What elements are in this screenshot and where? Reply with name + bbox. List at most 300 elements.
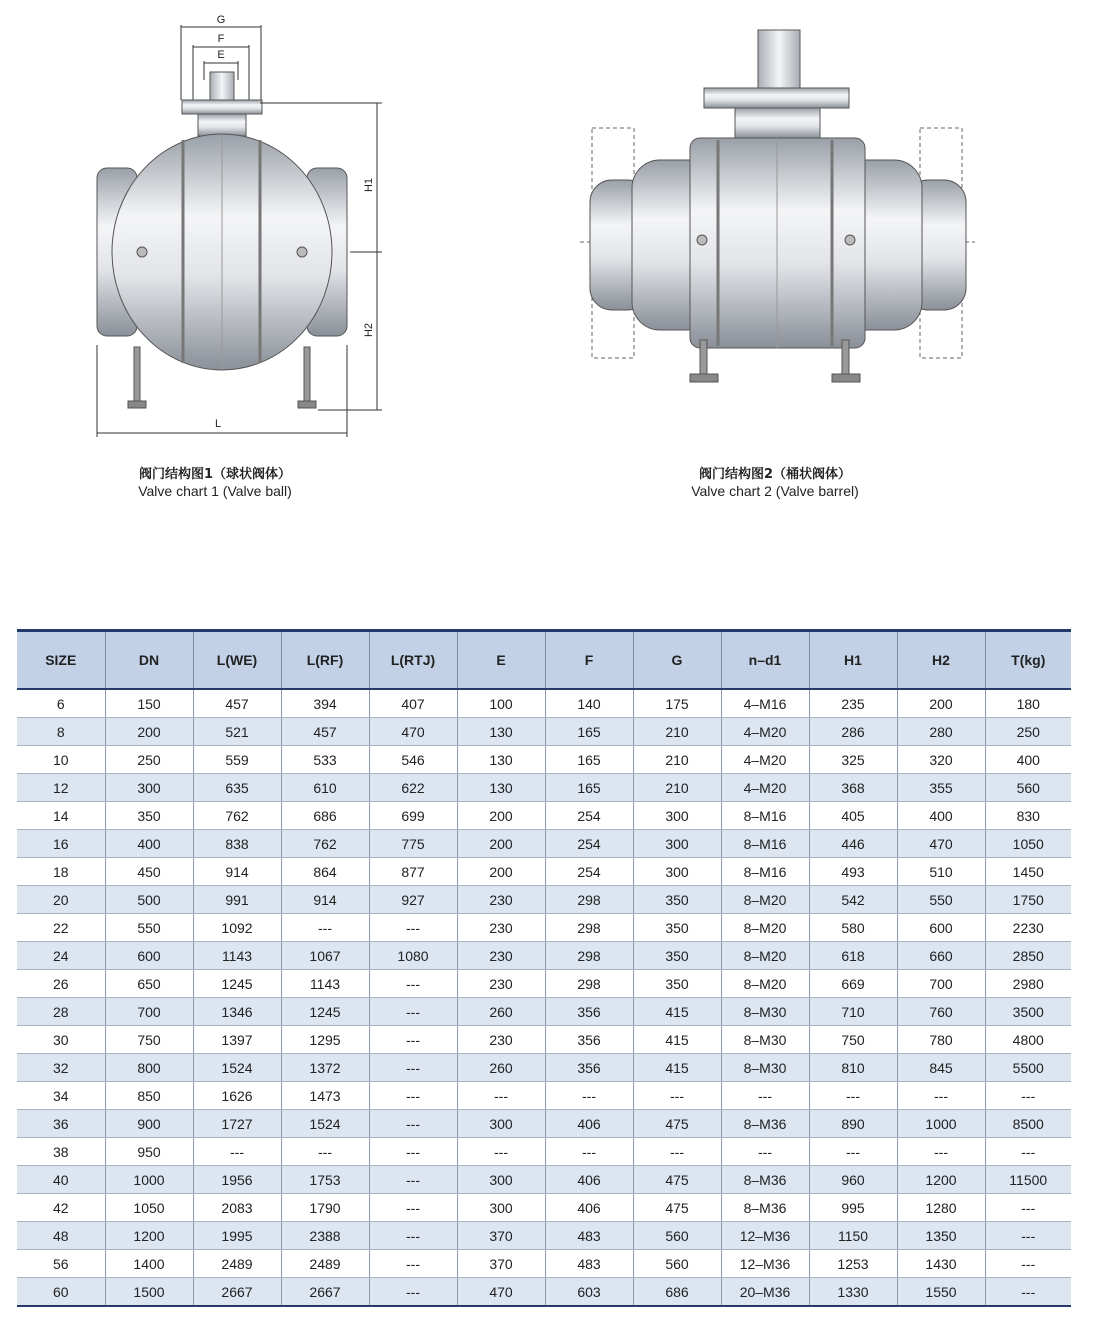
table-cell: 533 (281, 746, 369, 774)
table-cell: 1050 (105, 1194, 193, 1222)
table-cell: 1295 (281, 1026, 369, 1054)
table-cell: 11500 (985, 1166, 1071, 1194)
table-cell: 8–M36 (721, 1194, 809, 1222)
table-cell: --- (369, 970, 457, 998)
table-cell: --- (985, 1082, 1071, 1110)
table-cell: 483 (545, 1250, 633, 1278)
table-cell: 407 (369, 689, 457, 718)
table-cell: 8–M20 (721, 914, 809, 942)
table-cell: 1050 (985, 830, 1071, 858)
table-cell: 775 (369, 830, 457, 858)
table-cell: 457 (193, 689, 281, 718)
table-cell: 260 (457, 1054, 545, 1082)
table-cell: 1450 (985, 858, 1071, 886)
table-row (17, 1110, 1071, 1138)
table-cell: 877 (369, 858, 457, 886)
table-cell: --- (369, 1026, 457, 1054)
table-cell: --- (457, 1082, 545, 1110)
valve-ball-drawing (60, 5, 420, 445)
table-cell: 400 (985, 746, 1071, 774)
column-header: G (633, 631, 721, 690)
table-cell: 2850 (985, 942, 1071, 970)
table-cell: 210 (633, 718, 721, 746)
table-cell: 22 (17, 914, 105, 942)
table-cell: 235 (809, 689, 897, 718)
table-cell: 1550 (897, 1278, 985, 1307)
column-header: L(RF) (281, 631, 369, 690)
table-cell: 36 (17, 1110, 105, 1138)
table-row (17, 886, 1071, 914)
table-cell: 8500 (985, 1110, 1071, 1138)
table-cell: 6 (17, 689, 105, 718)
table-cell: 48 (17, 1222, 105, 1250)
table-cell: --- (193, 1138, 281, 1166)
table-cell: 700 (105, 998, 193, 1026)
table-cell: 130 (457, 746, 545, 774)
table-cell: 710 (809, 998, 897, 1026)
table-row (17, 830, 1071, 858)
table-cell: --- (985, 1278, 1071, 1307)
table-cell: --- (457, 1138, 545, 1166)
table-cell: 14 (17, 802, 105, 830)
table-cell: 995 (809, 1194, 897, 1222)
table-cell: 230 (457, 1026, 545, 1054)
table-cell: 8–M20 (721, 886, 809, 914)
table-cell: --- (809, 1082, 897, 1110)
table-cell: 20 (17, 886, 105, 914)
table-cell: 560 (633, 1222, 721, 1250)
table-cell: 914 (193, 858, 281, 886)
table-cell: 250 (985, 718, 1071, 746)
table-cell: 1524 (193, 1054, 281, 1082)
table-cell: 669 (809, 970, 897, 998)
table-cell: 165 (545, 746, 633, 774)
table-row (17, 1278, 1071, 1307)
table-cell: 56 (17, 1250, 105, 1278)
table-cell: 280 (897, 718, 985, 746)
table-cell: 750 (809, 1026, 897, 1054)
table-cell: 475 (633, 1194, 721, 1222)
table-cell: --- (369, 914, 457, 942)
table-cell: 300 (457, 1110, 545, 1138)
table-cell: 300 (633, 858, 721, 886)
table-cell: 660 (897, 942, 985, 970)
column-header: L(WE) (193, 631, 281, 690)
table-cell: --- (369, 1194, 457, 1222)
table-cell: 960 (809, 1166, 897, 1194)
table-cell: 300 (457, 1194, 545, 1222)
table-cell: 500 (105, 886, 193, 914)
table-cell: 686 (281, 802, 369, 830)
table-cell: 927 (369, 886, 457, 914)
table-cell: 165 (545, 718, 633, 746)
table-cell: 1500 (105, 1278, 193, 1307)
table-cell: 4–M20 (721, 718, 809, 746)
table-cell: 180 (985, 689, 1071, 718)
table-cell: 20–M36 (721, 1278, 809, 1307)
table-cell: 350 (633, 886, 721, 914)
table-cell: 1524 (281, 1110, 369, 1138)
table-cell: 286 (809, 718, 897, 746)
table-cell: 30 (17, 1026, 105, 1054)
table-cell: 1143 (281, 970, 369, 998)
table-cell: --- (897, 1082, 985, 1110)
table-cell: 1995 (193, 1222, 281, 1250)
table-cell: 200 (457, 858, 545, 886)
table-cell: 8–M16 (721, 802, 809, 830)
table-cell: 864 (281, 858, 369, 886)
figure1-caption-en: Valve chart 1 (Valve ball) (138, 483, 292, 499)
table-cell: 686 (633, 1278, 721, 1307)
table-cell: 1245 (281, 998, 369, 1026)
table-row (17, 1082, 1071, 1110)
table-cell: 446 (809, 830, 897, 858)
table-cell: 1626 (193, 1082, 281, 1110)
table-row (17, 914, 1071, 942)
table-cell: 370 (457, 1250, 545, 1278)
table-cell: 10 (17, 746, 105, 774)
valve-spec-table (17, 629, 1071, 1307)
table-cell: 1092 (193, 914, 281, 942)
table-cell: --- (369, 1222, 457, 1250)
table-cell: 415 (633, 998, 721, 1026)
table-cell: 12–M36 (721, 1250, 809, 1278)
table-cell: 830 (985, 802, 1071, 830)
column-header: E (457, 631, 545, 690)
table-cell: 400 (105, 830, 193, 858)
table-cell: 42 (17, 1194, 105, 1222)
table-cell: 560 (985, 774, 1071, 802)
table-cell: 12–M36 (721, 1222, 809, 1250)
table-cell: 1727 (193, 1110, 281, 1138)
column-header: T(kg) (985, 631, 1071, 690)
table-cell: 2083 (193, 1194, 281, 1222)
table-cell: 450 (105, 858, 193, 886)
table-cell: 150 (105, 689, 193, 718)
table-cell: 1200 (897, 1166, 985, 1194)
table-cell: 130 (457, 774, 545, 802)
table-cell: --- (985, 1222, 1071, 1250)
table-cell: 394 (281, 689, 369, 718)
table-cell: 8–M30 (721, 998, 809, 1026)
table-cell: 750 (105, 1026, 193, 1054)
table-cell: 415 (633, 1026, 721, 1054)
table-cell: 1150 (809, 1222, 897, 1250)
table-cell: 406 (545, 1166, 633, 1194)
table-cell: 546 (369, 746, 457, 774)
table-cell: 200 (897, 689, 985, 718)
table-cell: 100 (457, 689, 545, 718)
column-header: DN (105, 631, 193, 690)
table-cell: 8–M30 (721, 1054, 809, 1082)
table-cell: 2667 (193, 1278, 281, 1307)
table-cell: 2388 (281, 1222, 369, 1250)
table-cell: 254 (545, 802, 633, 830)
table-cell: 8–M30 (721, 1026, 809, 1054)
table-cell: 406 (545, 1110, 633, 1138)
table-cell: 699 (369, 802, 457, 830)
table-cell: 230 (457, 970, 545, 998)
table-cell: 356 (545, 998, 633, 1026)
table-row (17, 1166, 1071, 1194)
table-cell: 1200 (105, 1222, 193, 1250)
table-cell: 254 (545, 830, 633, 858)
table-cell: 600 (897, 914, 985, 942)
table-cell: 8–M36 (721, 1110, 809, 1138)
table-cell: 356 (545, 1026, 633, 1054)
table-cell: 8–M20 (721, 942, 809, 970)
table-cell: 1067 (281, 942, 369, 970)
table-cell: 580 (809, 914, 897, 942)
table-cell: 559 (193, 746, 281, 774)
table-cell: 760 (897, 998, 985, 1026)
figure2-caption-cn: 阀门结构图2（桶状阀体） (698, 467, 852, 482)
dim-e-label: E (217, 49, 225, 61)
table-cell: 260 (457, 998, 545, 1026)
table-cell: 355 (897, 774, 985, 802)
table-cell: 350 (633, 914, 721, 942)
table-cell: 603 (545, 1278, 633, 1307)
table-row (17, 746, 1071, 774)
column-header: n–d1 (721, 631, 809, 690)
table-cell: --- (369, 1166, 457, 1194)
table-row (17, 942, 1071, 970)
table-cell: --- (985, 1194, 1071, 1222)
table-cell: 600 (105, 942, 193, 970)
table-cell: --- (369, 998, 457, 1026)
table-cell: 210 (633, 746, 721, 774)
table-cell: 1790 (281, 1194, 369, 1222)
table-cell: 250 (105, 746, 193, 774)
table-cell: 1346 (193, 998, 281, 1026)
table-cell: 2667 (281, 1278, 369, 1307)
table-cell: 550 (105, 914, 193, 942)
table-row (17, 1222, 1071, 1250)
table-cell: 475 (633, 1110, 721, 1138)
table-cell: 298 (545, 886, 633, 914)
table-cell: 1430 (897, 1250, 985, 1278)
table-cell: 34 (17, 1082, 105, 1110)
table-cell: 1245 (193, 970, 281, 998)
table-cell: 350 (633, 970, 721, 998)
table-cell: 890 (809, 1110, 897, 1138)
table-cell: 40 (17, 1166, 105, 1194)
table-cell: 200 (457, 830, 545, 858)
column-header: SIZE (17, 631, 105, 690)
table-cell: 762 (193, 802, 281, 830)
table-cell: 4–M20 (721, 774, 809, 802)
table-cell: --- (985, 1250, 1071, 1278)
table-row (17, 774, 1071, 802)
table-cell: 2489 (193, 1250, 281, 1278)
table-row (17, 1026, 1071, 1054)
figure2-caption (655, 466, 895, 500)
table-row (17, 1054, 1071, 1082)
table-cell: 300 (457, 1166, 545, 1194)
table-cell: 1750 (985, 886, 1071, 914)
table-cell: 521 (193, 718, 281, 746)
table-cell: 850 (105, 1082, 193, 1110)
table-cell: 1400 (105, 1250, 193, 1278)
table-cell: 2489 (281, 1250, 369, 1278)
table-cell: 8–M20 (721, 970, 809, 998)
table-cell: 622 (369, 774, 457, 802)
table-cell: 800 (105, 1054, 193, 1082)
table-cell: 1000 (897, 1110, 985, 1138)
table-cell: 8 (17, 718, 105, 746)
table-cell: 140 (545, 689, 633, 718)
dim-h2-label: H2 (363, 322, 375, 338)
table-cell: 210 (633, 774, 721, 802)
table-cell: 230 (457, 886, 545, 914)
table-cell: 400 (897, 802, 985, 830)
dim-f-label: F (217, 33, 225, 45)
table-row (17, 1250, 1071, 1278)
table-cell: 1753 (281, 1166, 369, 1194)
valve-barrel-drawing (570, 20, 990, 400)
table-cell: 475 (633, 1166, 721, 1194)
table-cell: 230 (457, 942, 545, 970)
table-cell: 38 (17, 1138, 105, 1166)
table-cell: 914 (281, 886, 369, 914)
table-cell: 298 (545, 942, 633, 970)
table-cell: 1397 (193, 1026, 281, 1054)
table-cell: 470 (457, 1278, 545, 1307)
table-cell: 325 (809, 746, 897, 774)
table-cell: 28 (17, 998, 105, 1026)
table-cell: --- (633, 1082, 721, 1110)
table-cell: 200 (105, 718, 193, 746)
table-cell: 560 (633, 1250, 721, 1278)
table-cell: 1000 (105, 1166, 193, 1194)
table-cell: 4–M20 (721, 746, 809, 774)
figure1-caption-cn: 阀门结构图1（球状阀体） (138, 467, 292, 482)
table-cell: --- (281, 1138, 369, 1166)
table-cell: 810 (809, 1054, 897, 1082)
table-cell: 550 (897, 886, 985, 914)
table-cell: 368 (809, 774, 897, 802)
table-cell: 470 (369, 718, 457, 746)
table-row (17, 718, 1071, 746)
table-row (17, 970, 1071, 998)
table-cell: 635 (193, 774, 281, 802)
table-cell: 2980 (985, 970, 1071, 998)
table-cell: --- (369, 1278, 457, 1307)
table-cell: 370 (457, 1222, 545, 1250)
table-cell: 700 (897, 970, 985, 998)
table-cell: 12 (17, 774, 105, 802)
table-cell: 5500 (985, 1054, 1071, 1082)
table-cell: 300 (633, 802, 721, 830)
table-cell: 542 (809, 886, 897, 914)
table-cell: --- (281, 914, 369, 942)
table-cell: --- (369, 1110, 457, 1138)
table-row (17, 998, 1071, 1026)
table-cell: 3500 (985, 998, 1071, 1026)
table-row (17, 1138, 1071, 1166)
table-cell: 493 (809, 858, 897, 886)
table-cell: 650 (105, 970, 193, 998)
table-cell: 298 (545, 970, 633, 998)
table-cell: 32 (17, 1054, 105, 1082)
table-cell: --- (809, 1138, 897, 1166)
table-cell: 457 (281, 718, 369, 746)
table-cell: 254 (545, 858, 633, 886)
table-cell: --- (369, 1054, 457, 1082)
table-row (17, 802, 1071, 830)
table-cell: 4800 (985, 1026, 1071, 1054)
table-cell: 406 (545, 1194, 633, 1222)
table-row (17, 689, 1071, 718)
table-cell: 60 (17, 1278, 105, 1307)
table-cell: 300 (105, 774, 193, 802)
table-cell: 200 (457, 802, 545, 830)
table-cell: --- (721, 1138, 809, 1166)
table-cell: 415 (633, 1054, 721, 1082)
table-cell: 26 (17, 970, 105, 998)
table-cell: 16 (17, 830, 105, 858)
table-cell: 845 (897, 1054, 985, 1082)
table-cell: 1330 (809, 1278, 897, 1307)
column-header: H1 (809, 631, 897, 690)
table-cell: 165 (545, 774, 633, 802)
table-cell: 483 (545, 1222, 633, 1250)
table-cell: 320 (897, 746, 985, 774)
table-cell: 130 (457, 718, 545, 746)
table-cell: 300 (633, 830, 721, 858)
table-cell: --- (985, 1138, 1071, 1166)
table-cell: 8–M16 (721, 858, 809, 886)
table-cell: --- (545, 1082, 633, 1110)
table-cell: 470 (897, 830, 985, 858)
table-cell: 350 (105, 802, 193, 830)
table-cell: 838 (193, 830, 281, 858)
table-cell: --- (721, 1082, 809, 1110)
table-cell: --- (633, 1138, 721, 1166)
table-cell: --- (545, 1138, 633, 1166)
table-cell: 4–M16 (721, 689, 809, 718)
table-cell: 2230 (985, 914, 1071, 942)
table-header-row (17, 631, 1071, 690)
table-cell: 24 (17, 942, 105, 970)
dim-g-label: G (216, 14, 226, 26)
table-cell: 618 (809, 942, 897, 970)
table-cell: 175 (633, 689, 721, 718)
table-cell: 1372 (281, 1054, 369, 1082)
table-cell: 950 (105, 1138, 193, 1166)
table-cell: 405 (809, 802, 897, 830)
table-cell: 1473 (281, 1082, 369, 1110)
table-cell: 1143 (193, 942, 281, 970)
column-header: F (545, 631, 633, 690)
figure1-caption (95, 466, 335, 500)
table-cell: 762 (281, 830, 369, 858)
table-cell: 1280 (897, 1194, 985, 1222)
table-cell: 1080 (369, 942, 457, 970)
column-header: H2 (897, 631, 985, 690)
table-cell: 298 (545, 914, 633, 942)
dim-h1-label: H1 (363, 177, 375, 193)
table-cell: 350 (633, 942, 721, 970)
table-cell: 18 (17, 858, 105, 886)
table-row (17, 1194, 1071, 1222)
table-cell: 610 (281, 774, 369, 802)
table-cell: 8–M16 (721, 830, 809, 858)
table-cell: 780 (897, 1026, 985, 1054)
table-cell: 230 (457, 914, 545, 942)
table-cell: 8–M36 (721, 1166, 809, 1194)
table-cell: --- (369, 1138, 457, 1166)
